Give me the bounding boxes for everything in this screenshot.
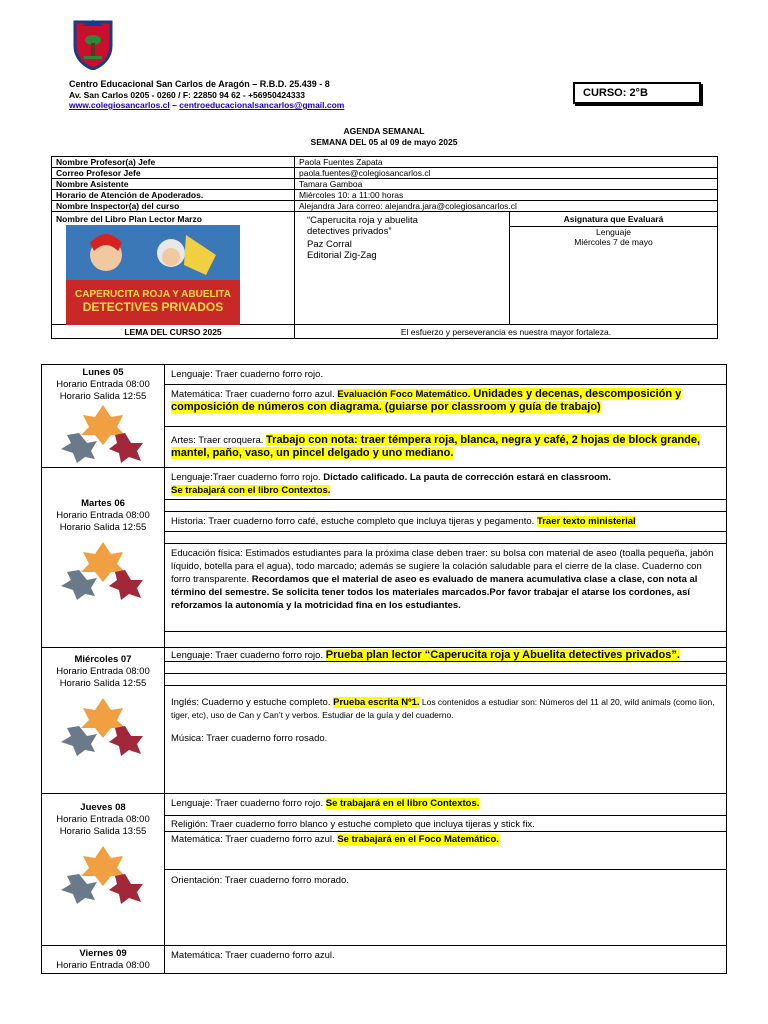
separator: – (169, 100, 180, 110)
book-author: Paz Corral (307, 239, 352, 250)
entry-time: Horario Entrada 08:00 (56, 814, 150, 825)
day-name: Miércoles 07 (74, 654, 132, 665)
school-address: Av. San Carlos 0205 - 0260 / F: 22850 94 62 - +56950424333 (69, 89, 306, 100)
activity-text: Lenguaje:Traer cuaderno forro rojo. (171, 472, 324, 483)
activity-text: Educación física: Estimados estudiantes para la próxima clase deben traer: su bolsa con material de aseo (toalla pequeña, jabón líquido, botella para el agua), todo marcado; además se sugiere la colación saludable para el cierre de la clase. Cuaderno con forro transparente. (171, 548, 714, 585)
school-name: Centro Educacional San Carlos de Aragón – R.B.D. 25.439 - 8 (69, 79, 330, 89)
highlight-text: Unidades y decenas, descomposición y composición de números con diagrama. (guiarse por classroom y guía de trabajo) (171, 388, 682, 413)
day-name: Martes 06 (81, 498, 125, 509)
day-name: Viernes 09 (79, 948, 127, 959)
info-label: Nombre Asistente (52, 179, 295, 190)
day-cell-lunes (42, 365, 165, 468)
email-link[interactable]: centroeducacionalsancarlos@gmail.com (179, 100, 345, 110)
activity-lenguaje (165, 648, 726, 662)
day-cell-viernes (42, 946, 165, 974)
info-table (51, 156, 718, 339)
info-label: Horario de Atención de Apoderados. (52, 190, 295, 201)
activity-artes (165, 427, 726, 463)
activity-lenguaje (165, 468, 726, 500)
activity-text: Historia: Traer cuaderno forro café, estuche completo que incluya tijeras y pegamento. (171, 516, 537, 527)
activity-text: Matemática: Traer cuaderno forro azul. (171, 834, 338, 845)
activity-lenguaje (165, 794, 726, 816)
exit-time: Horario Salida 12:55 (59, 391, 147, 402)
subject-header: Asignatura que Evaluará (510, 212, 717, 227)
book-cover-title-1: CAPERUCITA ROJA Y ABUELITA (75, 289, 231, 300)
activities-lunes (165, 365, 727, 468)
activities-jueves (165, 794, 727, 946)
school-logo (72, 18, 114, 70)
day-name: Lunes 05 (82, 367, 124, 378)
book-cover-image (66, 225, 240, 325)
day-cell-jueves (42, 794, 165, 946)
school-info (69, 79, 344, 111)
autumn-leaves-icon (59, 844, 147, 904)
activities-martes (165, 468, 727, 648)
activity-details: Los contenidos a estudiar son: Números del 11 al 20, wild animals (como lion, tiger, etc), uso de Can y Can’t y verbos. Estudiar de la guía y del cuaderno. (171, 697, 715, 720)
exit-time: Horario Salida 12:55 (59, 522, 147, 533)
subject-name: Lenguaje (596, 227, 631, 237)
activity-text: Lenguaje: Traer cuaderno forro rojo. (171, 798, 326, 809)
activity-musica: Música: Traer cuaderno forro rosado. (171, 733, 328, 744)
activity-ingles (165, 686, 726, 748)
activity-text: Matemática: Traer cuaderno forro azul. (171, 389, 338, 400)
day-cell-martes (42, 468, 165, 648)
entry-time: Horario Entrada 08:00 (56, 960, 150, 971)
exit-time: Horario Salida 12:55 (59, 678, 147, 689)
highlight-text: Trabajo con nota: traer témpera roja, blanca, negra y café, 2 hojas de block grande, mantel, paño, vaso, un pincel delgado y uno mediano. (171, 434, 701, 459)
activity-text: Artes: Traer croquera. (171, 435, 267, 446)
entry-time: Horario Entrada 08:00 (56, 510, 150, 521)
book-title-line2: detectives privados” (307, 226, 392, 237)
entry-time: Horario Entrada 08:00 (56, 666, 150, 677)
highlight-text: Se trabajará en el Foco Matemático. (337, 834, 499, 845)
autumn-leaves-icon (59, 696, 147, 756)
curso-box: CURSO: 2°B (573, 82, 701, 104)
day-name: Jueves 08 (80, 802, 126, 813)
activity-matematica (165, 832, 726, 870)
activity-lenguaje: Lenguaje: Traer cuaderno forro rojo. (165, 365, 726, 385)
highlight-text: Traer texto ministerial (536, 516, 636, 527)
info-value: paola.fuentes@colegiosancarlos.cl (295, 168, 718, 179)
book-title-line1: “Caperucita roja y abuelita (307, 215, 418, 226)
activity-text: Lenguaje: Traer cuaderno forro rojo. (171, 650, 326, 661)
activities-viernes (165, 946, 727, 974)
info-label: Nombre Profesor(a) Jefe (52, 157, 295, 168)
activity-matematica: Matemática: Traer cuaderno forro azul. (171, 950, 335, 961)
subject-date: Miércoles 7 de mayo (574, 237, 653, 247)
book-label: Nombre del Libro Plan Lector Marzo (56, 214, 202, 224)
activity-religion: Religión: Traer cuaderno forro blanco y estuche completo que incluya tijeras y stick fix. (165, 816, 726, 832)
activity-historia (165, 512, 726, 532)
schedule-table (41, 364, 727, 974)
lema-value: El esfuerzo y perseverancia es nuestra mayor fortaleza. (295, 325, 718, 339)
lema-label: LEMA DEL CURSO 2025 (52, 325, 295, 339)
agenda-title: AGENDA SEMANAL (343, 126, 425, 136)
highlight-text: Se trabajará con el libro Contextos. (171, 485, 331, 496)
book-info-cell (295, 212, 510, 325)
activity-educacion-fisica (165, 544, 726, 632)
bold-text: Dictado calificado. La pauta de corrección estará en classroom. (323, 472, 612, 483)
week-title: SEMANA DEL 05 al 09 de mayo 2025 (310, 137, 458, 147)
info-value: Miércoles 10: a 11:00 horas (295, 190, 718, 201)
entry-time: Horario Entrada 08:00 (56, 379, 150, 390)
info-value: Paola Fuentes Zapata (295, 157, 718, 168)
info-value: Tamara Gamboa (295, 179, 718, 190)
website-link[interactable]: www.colegiosancarlos.cl (69, 100, 170, 110)
activity-text: Inglés: Cuaderno y estuche completo. (171, 697, 334, 708)
book-cell (52, 212, 295, 325)
book-cover-title-2: DETECTIVES PRIVADOS (82, 300, 224, 314)
bold-text: Recordamos que el material de aseo es evaluado de manera acumulativa clase a clase, con nota al término del semestre. Se solicita tener todos los materiales marcados.Por favor trabajar el atarse los cordones, así reforzamos la autonomía y la motricidad fina en los estudiantes. (171, 574, 698, 611)
info-label: Correo Profesor Jefe (52, 168, 295, 179)
activities-miercoles (165, 648, 727, 794)
subject-cell (510, 212, 718, 325)
activity-matematica (165, 385, 726, 427)
activity-orientacion: Orientación: Traer cuaderno forro morado. (171, 875, 349, 886)
info-label: Nombre Inspector(a) del curso (52, 201, 295, 212)
highlight-text: Evaluación Foco Matemático. (337, 389, 471, 400)
highlight-text: Prueba plan lector “Caperucita roja y Abuelita detectives privados”. (325, 649, 680, 661)
info-value: Alejandra Jara correo: alejandra.jara@colegiosancarlos.cl (295, 201, 718, 212)
autumn-leaves-icon (59, 540, 147, 600)
highlight-text: Se trabajará en el libro Contextos. (325, 798, 480, 809)
highlight-text: Prueba escrita Nº1. (333, 697, 420, 708)
book-publisher: Editorial Zig-Zag (307, 250, 377, 261)
exit-time: Horario Salida 13:55 (59, 826, 147, 837)
day-cell-miercoles (42, 648, 165, 794)
autumn-leaves-icon (59, 403, 147, 463)
